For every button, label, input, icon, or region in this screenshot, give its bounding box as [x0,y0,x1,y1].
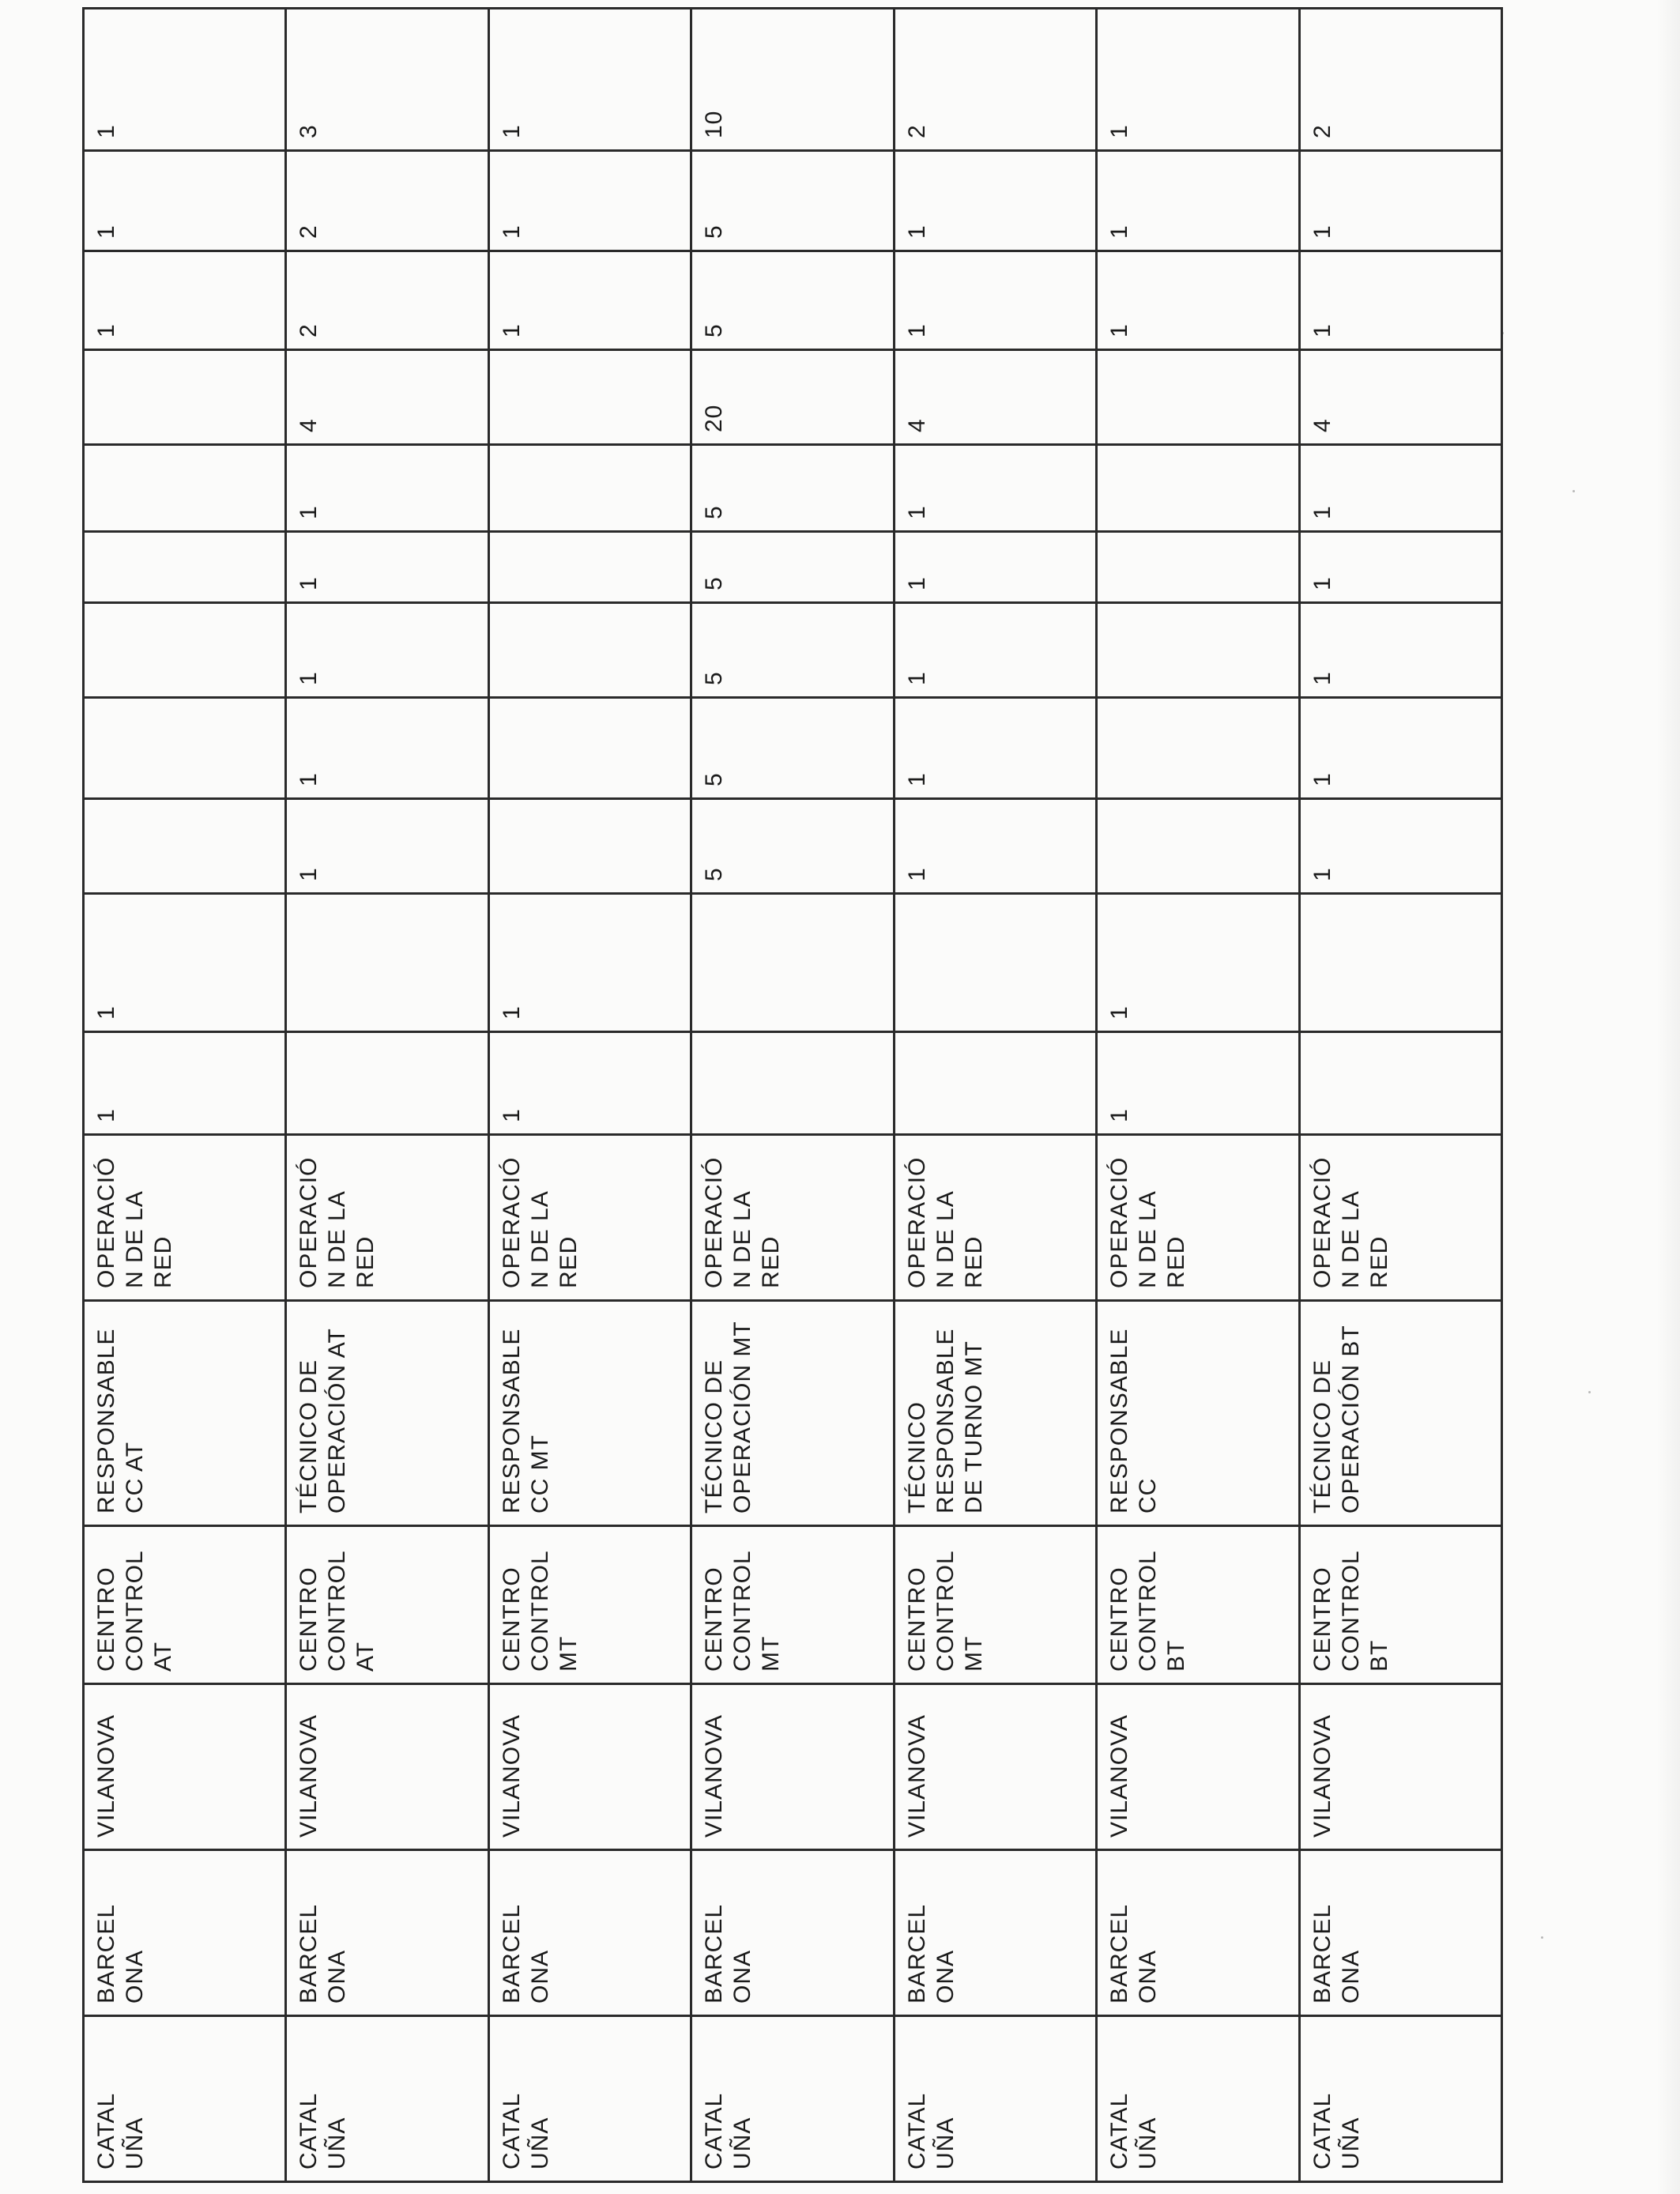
cell-region [488,2016,691,2182]
cell-value-text: 1 [296,576,322,590]
cell-value [1299,698,1501,799]
cell-value [894,698,1096,799]
cell-role [84,1301,286,1526]
cell-city-text: VILANOVA [1106,1714,1133,1838]
cell-value [488,799,691,894]
table-row [84,9,286,2182]
cell-value [894,894,1096,1032]
cell-value [1299,532,1501,603]
cell-value [488,532,691,603]
cell-value-text: 1 [296,772,322,786]
cell-value [488,445,691,532]
cell-value [84,445,286,532]
cell-area [488,1135,691,1301]
cell-province [286,1850,488,2016]
cell-value-text: 1 [903,323,930,337]
cell-value-text: 1 [1309,867,1335,881]
cell-role-text: RESPONSABLE CC [1106,1328,1162,1514]
rotated-table-wrapper [82,17,1503,2183]
cell-city-text: VILANOVA [701,1714,728,1838]
cell-value [894,799,1096,894]
cell-value [691,1032,894,1135]
cell-value [1299,894,1501,1032]
cell-value-text: 1 [1309,224,1335,239]
cell-value [691,9,894,151]
cell-value [286,350,488,445]
cell-value-text: 1 [93,1108,119,1122]
cell-city [1097,1684,1299,1850]
cell-value [1299,799,1501,894]
cell-province [488,1850,691,2016]
cell-value [1097,894,1299,1032]
cell-value [84,603,286,698]
cell-value-text: 1 [1106,1005,1133,1020]
cell-area-text: OPERACIÓ N DE LA RED [1309,1156,1392,1288]
cell-value-text: 1 [296,671,322,685]
cell-area [691,1135,894,1301]
cell-value-text: 1 [498,323,525,337]
cell-region [894,2016,1096,2182]
cell-role-text: TÉCNICO RESPONSABLE DE TURNO MT [903,1328,987,1514]
cell-value-text: 5 [701,772,728,786]
table-row [894,9,1096,2182]
cell-value [1299,350,1501,445]
cell-area [1299,1135,1501,1301]
cell-province [84,1850,286,2016]
cell-value [1097,698,1299,799]
cell-value [84,350,286,445]
cell-role [894,1301,1096,1526]
cell-value [286,445,488,532]
cell-value [286,698,488,799]
cell-province-text: BARCEL ONA [903,1903,959,2004]
scan-edge-shadow [1656,0,1680,2194]
table-row [488,9,691,2182]
cell-region-text: CATAL UÑA [1106,2092,1162,2169]
cell-value-text: 1 [1309,772,1335,786]
cell-value [1097,603,1299,698]
cell-value [84,251,286,350]
cell-value-text: 1 [296,505,322,519]
cell-value [84,1032,286,1135]
cell-center-text: CENTRO CONTROL MT [498,1550,582,1672]
cell-center-text: CENTRO CONTROL MT [903,1550,987,1672]
cell-province [1299,1850,1501,2016]
cell-value [286,9,488,151]
cell-value [488,350,691,445]
cell-center [1299,1526,1501,1684]
scan-speck [1573,490,1575,492]
cell-value [894,1032,1096,1135]
cell-center-text: CENTRO CONTROL MT [701,1550,785,1672]
cell-value [691,799,894,894]
cell-value-text: 2 [903,124,930,138]
cell-value [691,894,894,1032]
cell-value [286,251,488,350]
cell-center-text: CENTRO CONTROL AT [296,1550,379,1672]
cell-center-text: CENTRO CONTROL BT [1309,1550,1392,1672]
cell-value [84,799,286,894]
table-row [691,9,894,2182]
cell-value-text: 5 [701,576,728,590]
cell-region-text: CATAL UÑA [701,2092,756,2169]
cell-center [84,1526,286,1684]
cell-area-text: OPERACIÓ N DE LA RED [296,1156,379,1288]
cell-city-text: VILANOVA [1309,1714,1335,1838]
cell-value-text: 1 [498,224,525,239]
cell-province [691,1850,894,2016]
table-row [1097,9,1299,2182]
cell-value [1299,1032,1501,1135]
cell-region [1299,2016,1501,2182]
cell-value [286,1032,488,1135]
cell-role-text: RESPONSABLE CC AT [93,1328,148,1514]
cell-value [1299,151,1501,251]
cell-value-text: 5 [701,867,728,881]
cell-area-text: OPERACIÓ N DE LA RED [701,1156,785,1288]
cell-value-text: 2 [1309,124,1335,138]
cell-city-text: VILANOVA [498,1714,525,1838]
cell-region-text: CATAL UÑA [903,2092,959,2169]
cell-region-text: CATAL UÑA [498,2092,553,2169]
cell-value [488,1032,691,1135]
cell-value [488,151,691,251]
cell-value [84,894,286,1032]
cell-value-text: 4 [1309,418,1335,432]
cell-value [894,9,1096,151]
cell-value-text: 1 [1309,671,1335,685]
cell-value [691,251,894,350]
cell-value [1097,799,1299,894]
cell-value [84,532,286,603]
cell-value [1299,251,1501,350]
cell-value [1299,9,1501,151]
cell-city [84,1684,286,1850]
cell-value-text: 1 [498,124,525,138]
cell-region [286,2016,488,2182]
cell-value [894,350,1096,445]
cell-city-text: VILANOVA [93,1714,119,1838]
cell-role [286,1301,488,1526]
cell-region [1097,2016,1299,2182]
cell-value-text: 1 [1106,224,1133,239]
cell-city-text: VILANOVA [296,1714,322,1838]
cell-area [286,1135,488,1301]
cell-value-text: 1 [93,323,119,337]
cell-region-text: CATAL UÑA [296,2092,351,2169]
cell-value-text: 5 [701,323,728,337]
cell-value [488,9,691,151]
cell-value [691,698,894,799]
cell-value [1097,1032,1299,1135]
cell-area-text: OPERACIÓ N DE LA RED [903,1156,987,1288]
cell-value [1299,445,1501,532]
cell-value-text: 3 [296,124,322,138]
cell-value-text: 1 [1309,505,1335,519]
cell-value [691,350,894,445]
cell-value [894,445,1096,532]
cell-value-text: 2 [296,224,322,239]
cell-value-text: 1 [93,1005,119,1020]
cell-value [488,894,691,1032]
cell-role-text: TÉCNICO DE OPERACIÓN MT [701,1321,756,1514]
cell-city [488,1684,691,1850]
cell-value [286,799,488,894]
cell-city [286,1684,488,1850]
cell-value-text: 1 [903,867,930,881]
cell-value [1097,445,1299,532]
cell-value [286,894,488,1032]
cell-value [488,698,691,799]
table-row [1299,9,1501,2182]
staffing-table [82,7,1503,2183]
cell-region-text: CATAL UÑA [93,2092,148,2169]
cell-value-text: 1 [1309,576,1335,590]
scan-speck [1588,1391,1591,1393]
cell-center [691,1526,894,1684]
cell-area-text: OPERACIÓ N DE LA RED [498,1156,582,1288]
cell-role [1097,1301,1299,1526]
cell-area [84,1135,286,1301]
cell-value-text: 1 [1106,1108,1133,1122]
cell-center [894,1526,1096,1684]
cell-value-text: 5 [701,671,728,685]
cell-value [894,151,1096,251]
cell-area [1097,1135,1299,1301]
cell-region-text: CATAL UÑA [1309,2092,1364,2169]
cell-province [1097,1850,1299,2016]
cell-value-text: 2 [296,323,322,337]
cell-city [1299,1684,1501,1850]
cell-area [894,1135,1096,1301]
cell-value-text: 4 [903,418,930,432]
cell-value-text: 1 [498,1005,525,1020]
scan-speck [1541,1936,1543,1939]
cell-value [488,603,691,698]
cell-value-text: 5 [701,224,728,239]
cell-value [1097,251,1299,350]
cell-center-text: CENTRO CONTROL BT [1106,1550,1190,1672]
cell-value-text: 1 [1309,323,1335,337]
cell-value-text: 1 [1106,323,1133,337]
cell-value [84,151,286,251]
cell-value [1097,9,1299,151]
cell-value-text: 1 [903,505,930,519]
cell-value [286,532,488,603]
cell-province-text: BARCEL ONA [93,1903,148,2004]
cell-role [1299,1301,1501,1526]
cell-value [84,9,286,151]
cell-role-text: RESPONSABLE CC MT [498,1328,553,1514]
cell-value [894,603,1096,698]
cell-value-text: 10 [701,110,728,138]
cell-region [691,2016,894,2182]
cell-role-text: TÉCNICO DE OPERACIÓN AT [296,1328,351,1514]
cell-value [691,151,894,251]
cell-role [691,1301,894,1526]
cell-city-text: VILANOVA [903,1714,930,1838]
cell-value-text: 1 [903,224,930,239]
cell-city [691,1684,894,1850]
cell-value-text: 5 [701,505,728,519]
cell-value-text: 1 [296,867,322,881]
cell-value-text: 4 [296,418,322,432]
cell-role-text: TÉCNICO DE OPERACIÓN BT [1309,1325,1364,1514]
cell-province-text: BARCEL ONA [701,1903,756,2004]
cell-value [286,151,488,251]
cell-value [1299,603,1501,698]
cell-value [1097,532,1299,603]
cell-value-text: 1 [498,1108,525,1122]
cell-value [84,698,286,799]
cell-value-text: 1 [903,671,930,685]
cell-role [488,1301,691,1526]
cell-province [894,1850,1096,2016]
cell-province-text: BARCEL ONA [296,1903,351,2004]
cell-value [691,603,894,698]
table-row [286,9,488,2182]
cell-value-text: 1 [93,124,119,138]
cell-value [894,251,1096,350]
cell-area-text: OPERACIÓ N DE LA RED [1106,1156,1190,1288]
cell-province-text: BARCEL ONA [1309,1903,1364,2004]
cell-province-text: BARCEL ONA [1106,1903,1162,2004]
cell-value [488,251,691,350]
cell-center [286,1526,488,1684]
cell-value [1097,350,1299,445]
cell-value-text: 1 [93,224,119,239]
table-body [84,9,1502,2182]
cell-value-text: 1 [903,772,930,786]
cell-center [1097,1526,1299,1684]
cell-value-text: 1 [1106,124,1133,138]
cell-center [488,1526,691,1684]
cell-city [894,1684,1096,1850]
cell-value [286,603,488,698]
cell-value-text: 1 [903,576,930,590]
cell-province-text: BARCEL ONA [498,1903,553,2004]
cell-region [84,2016,286,2182]
cell-value [691,532,894,603]
cell-value [894,532,1096,603]
cell-value-text: 20 [701,404,728,432]
cell-value [691,445,894,532]
cell-center-text: CENTRO CONTROL AT [93,1550,176,1672]
cell-value [1097,151,1299,251]
cell-area-text: OPERACIÓ N DE LA RED [93,1156,176,1288]
